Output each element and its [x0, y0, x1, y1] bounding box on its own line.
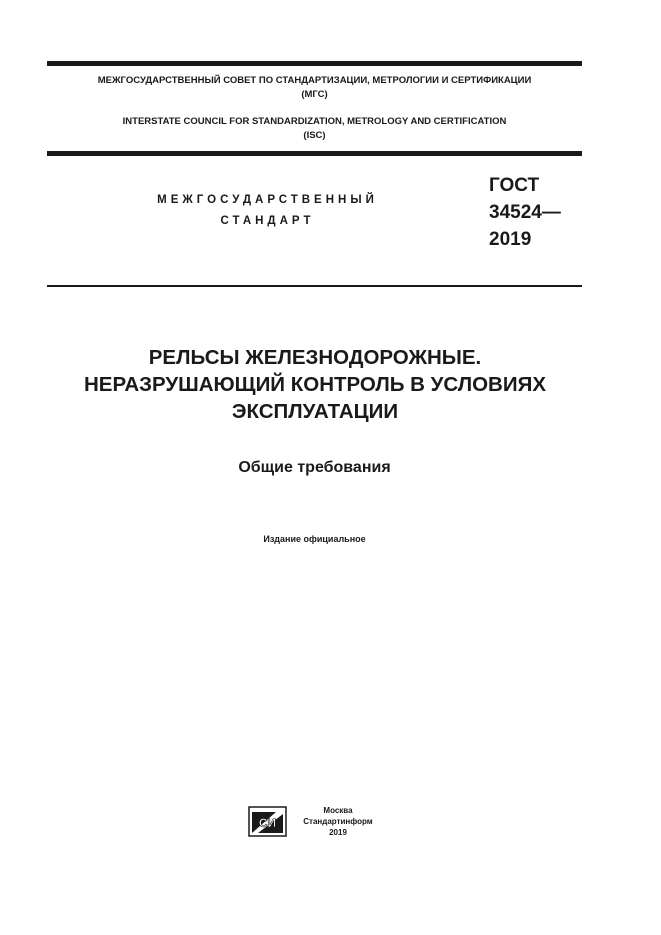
edition-note: Издание официальное: [263, 534, 366, 544]
standard-kind: [130, 190, 405, 232]
title-line2: НЕРАЗРУШАЮЩИЙ КОНТРОЛЬ В УСЛОВИЯХ: [83, 373, 546, 396]
council-en-line1: INTERSTATE COUNCIL FOR STANDARDIZATION, METROLOGY AND CERTIFICATION: [122, 116, 507, 127]
gost-number: 34524—: [489, 202, 561, 223]
document-title: [40, 344, 590, 425]
standartinform-logo-icon: [248, 806, 287, 837]
gost-year: 2019: [489, 229, 532, 250]
standard-kind-line1: МЕЖГОСУДАРСТВЕННЫЙ: [157, 194, 378, 206]
top-rule: [47, 61, 582, 66]
gost-label: ГОСТ: [489, 175, 540, 196]
publisher-city: Москва: [323, 806, 353, 815]
council-name-ru: [47, 74, 582, 102]
publisher-name: Стандартинформ: [303, 817, 373, 826]
gost-designation: [489, 172, 561, 253]
council-name-en: [47, 115, 582, 143]
council-en-abbr: (ISC): [303, 130, 326, 141]
title-line1: РЕЛЬСЫ ЖЕЛЕЗНОДОРОЖНЫЕ.: [148, 346, 482, 369]
publisher-year: 2019: [329, 828, 347, 837]
council-ru-line1: МЕЖГОСУДАРСТВЕННЫЙ СОВЕТ ПО СТАНДАРТИЗАЦИИ, МЕТРОЛОГИИ И СЕРТИФИКАЦИИ: [97, 75, 532, 86]
bottom-rule: [47, 285, 582, 287]
title-line3: ЭКСПЛУАТАЦИИ: [231, 400, 399, 423]
council-ru-abbr: (МГС): [301, 89, 328, 100]
logo-text: СИ: [258, 816, 277, 830]
middle-rule: [47, 151, 582, 156]
standard-kind-line2: СТАНДАРТ: [220, 215, 315, 227]
document-subtitle: Общие требования: [238, 459, 391, 476]
publisher-info: [295, 805, 381, 838]
